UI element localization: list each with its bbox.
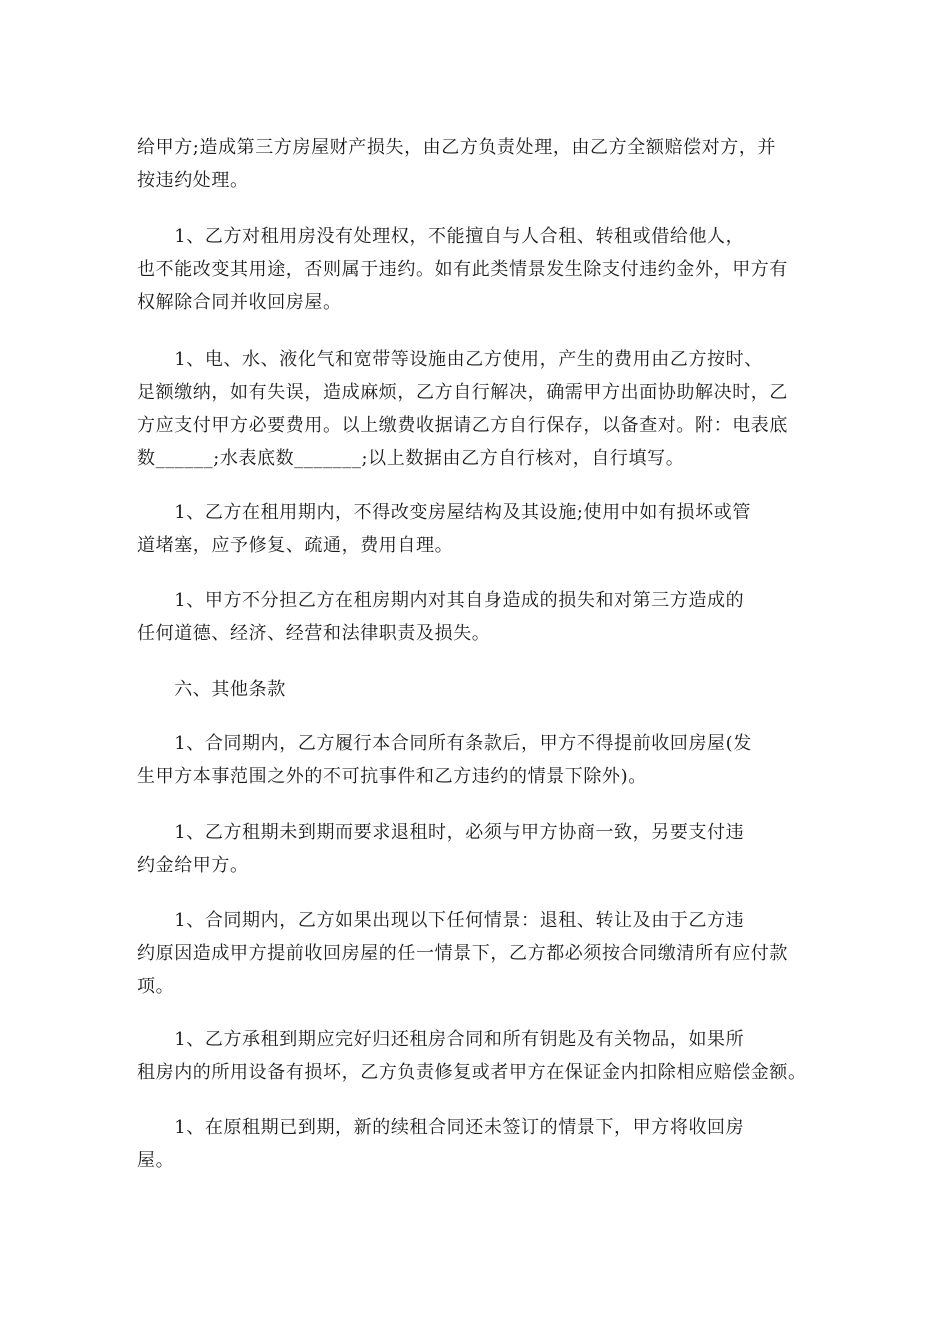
text-line: 项。	[137, 976, 175, 997]
text-line: 1、在原租期已到期，新的续租合同还未签订的情景下，甲方将收回房	[137, 1117, 745, 1138]
clause-liability	[137, 584, 827, 650]
section-heading-other-terms	[137, 673, 827, 706]
clause-renewal	[137, 1111, 827, 1177]
text-line: 1、乙方对租用房没有处理权，不能擅自与人合租、转租或借给他人，	[137, 226, 745, 247]
text-line: 1、合同期内，乙方履行本合同所有条款后，甲方不得提前收回房屋(发	[137, 733, 752, 754]
text-line: 足额缴纳，如有失误，造成麻烦，乙方自行解决，确需甲方出面协助解决时，乙	[137, 382, 788, 403]
clause-structure	[137, 496, 827, 562]
text-line: 1、乙方承租到期应完好归还租房合同和所有钥匙及有关物品，如果所	[137, 1029, 745, 1050]
paragraph-continuation	[137, 131, 827, 197]
text-line: 数______;水表底数_______;以上数据由乙方自行核对，自行填写。	[137, 448, 685, 469]
clause-settlement	[137, 904, 827, 1003]
text-line: 1、甲方不分担乙方在租房期内对其自身造成的损失和对第三方造成的	[137, 590, 745, 611]
clause-early-termination	[137, 816, 827, 882]
text-line: 给甲方;造成第三方房屋财产损失，由乙方负责处理，由乙方全额赔偿对方，并	[137, 137, 777, 158]
text-line: 生甲方本事范围之外的不可抗事件和乙方违约的情景下除外)。	[137, 766, 647, 787]
text-line: 1、乙方在租用期内，不得改变房屋结构及其设施;使用中如有损坏或管	[137, 502, 751, 523]
text-line: 权解除合同并收回房屋。	[137, 292, 342, 313]
text-line: 道堵塞，应予修复、疏通，费用自理。	[137, 535, 454, 556]
text-line: 租房内的所用设备有损坏，乙方负责修复或者甲方在保证金内扣除相应赔偿金额。	[137, 1062, 807, 1083]
section-heading: 六、其他条款	[137, 679, 286, 700]
text-line: 方应支付甲方必要费用。以上缴费收据请乙方自行保存，以备查对。附：电表底	[137, 415, 788, 436]
text-line: 按违约处理。	[137, 170, 249, 191]
text-line: 任何道德、经济、经营和法律职责及损失。	[137, 623, 491, 644]
text-line: 约金给甲方。	[137, 855, 249, 876]
text-line: 约原因造成甲方提前收回房屋的任一情景下，乙方都必须按合同缴清所有应付款	[137, 943, 788, 964]
clause-utilities	[137, 343, 827, 475]
text-line: 1、乙方租期未到期而要求退租时，必须与甲方协商一致，另要支付违	[137, 822, 745, 843]
text-line: 屋。	[137, 1150, 175, 1171]
clause-no-sublet	[137, 220, 827, 319]
text-line: 1、合同期内，乙方如果出现以下任何情景：退租、转让及由于乙方违	[137, 910, 745, 931]
text-line: 也不能改变其用途，否则属于违约。如有此类情景发生除支付违约金外，甲方有	[137, 259, 788, 280]
text-line: 1、电、水、液化气和宽带等设施由乙方使用，产生的费用由乙方按时、	[137, 349, 763, 370]
clause-early-recovery	[137, 727, 827, 793]
clause-return-keys	[137, 1023, 827, 1089]
